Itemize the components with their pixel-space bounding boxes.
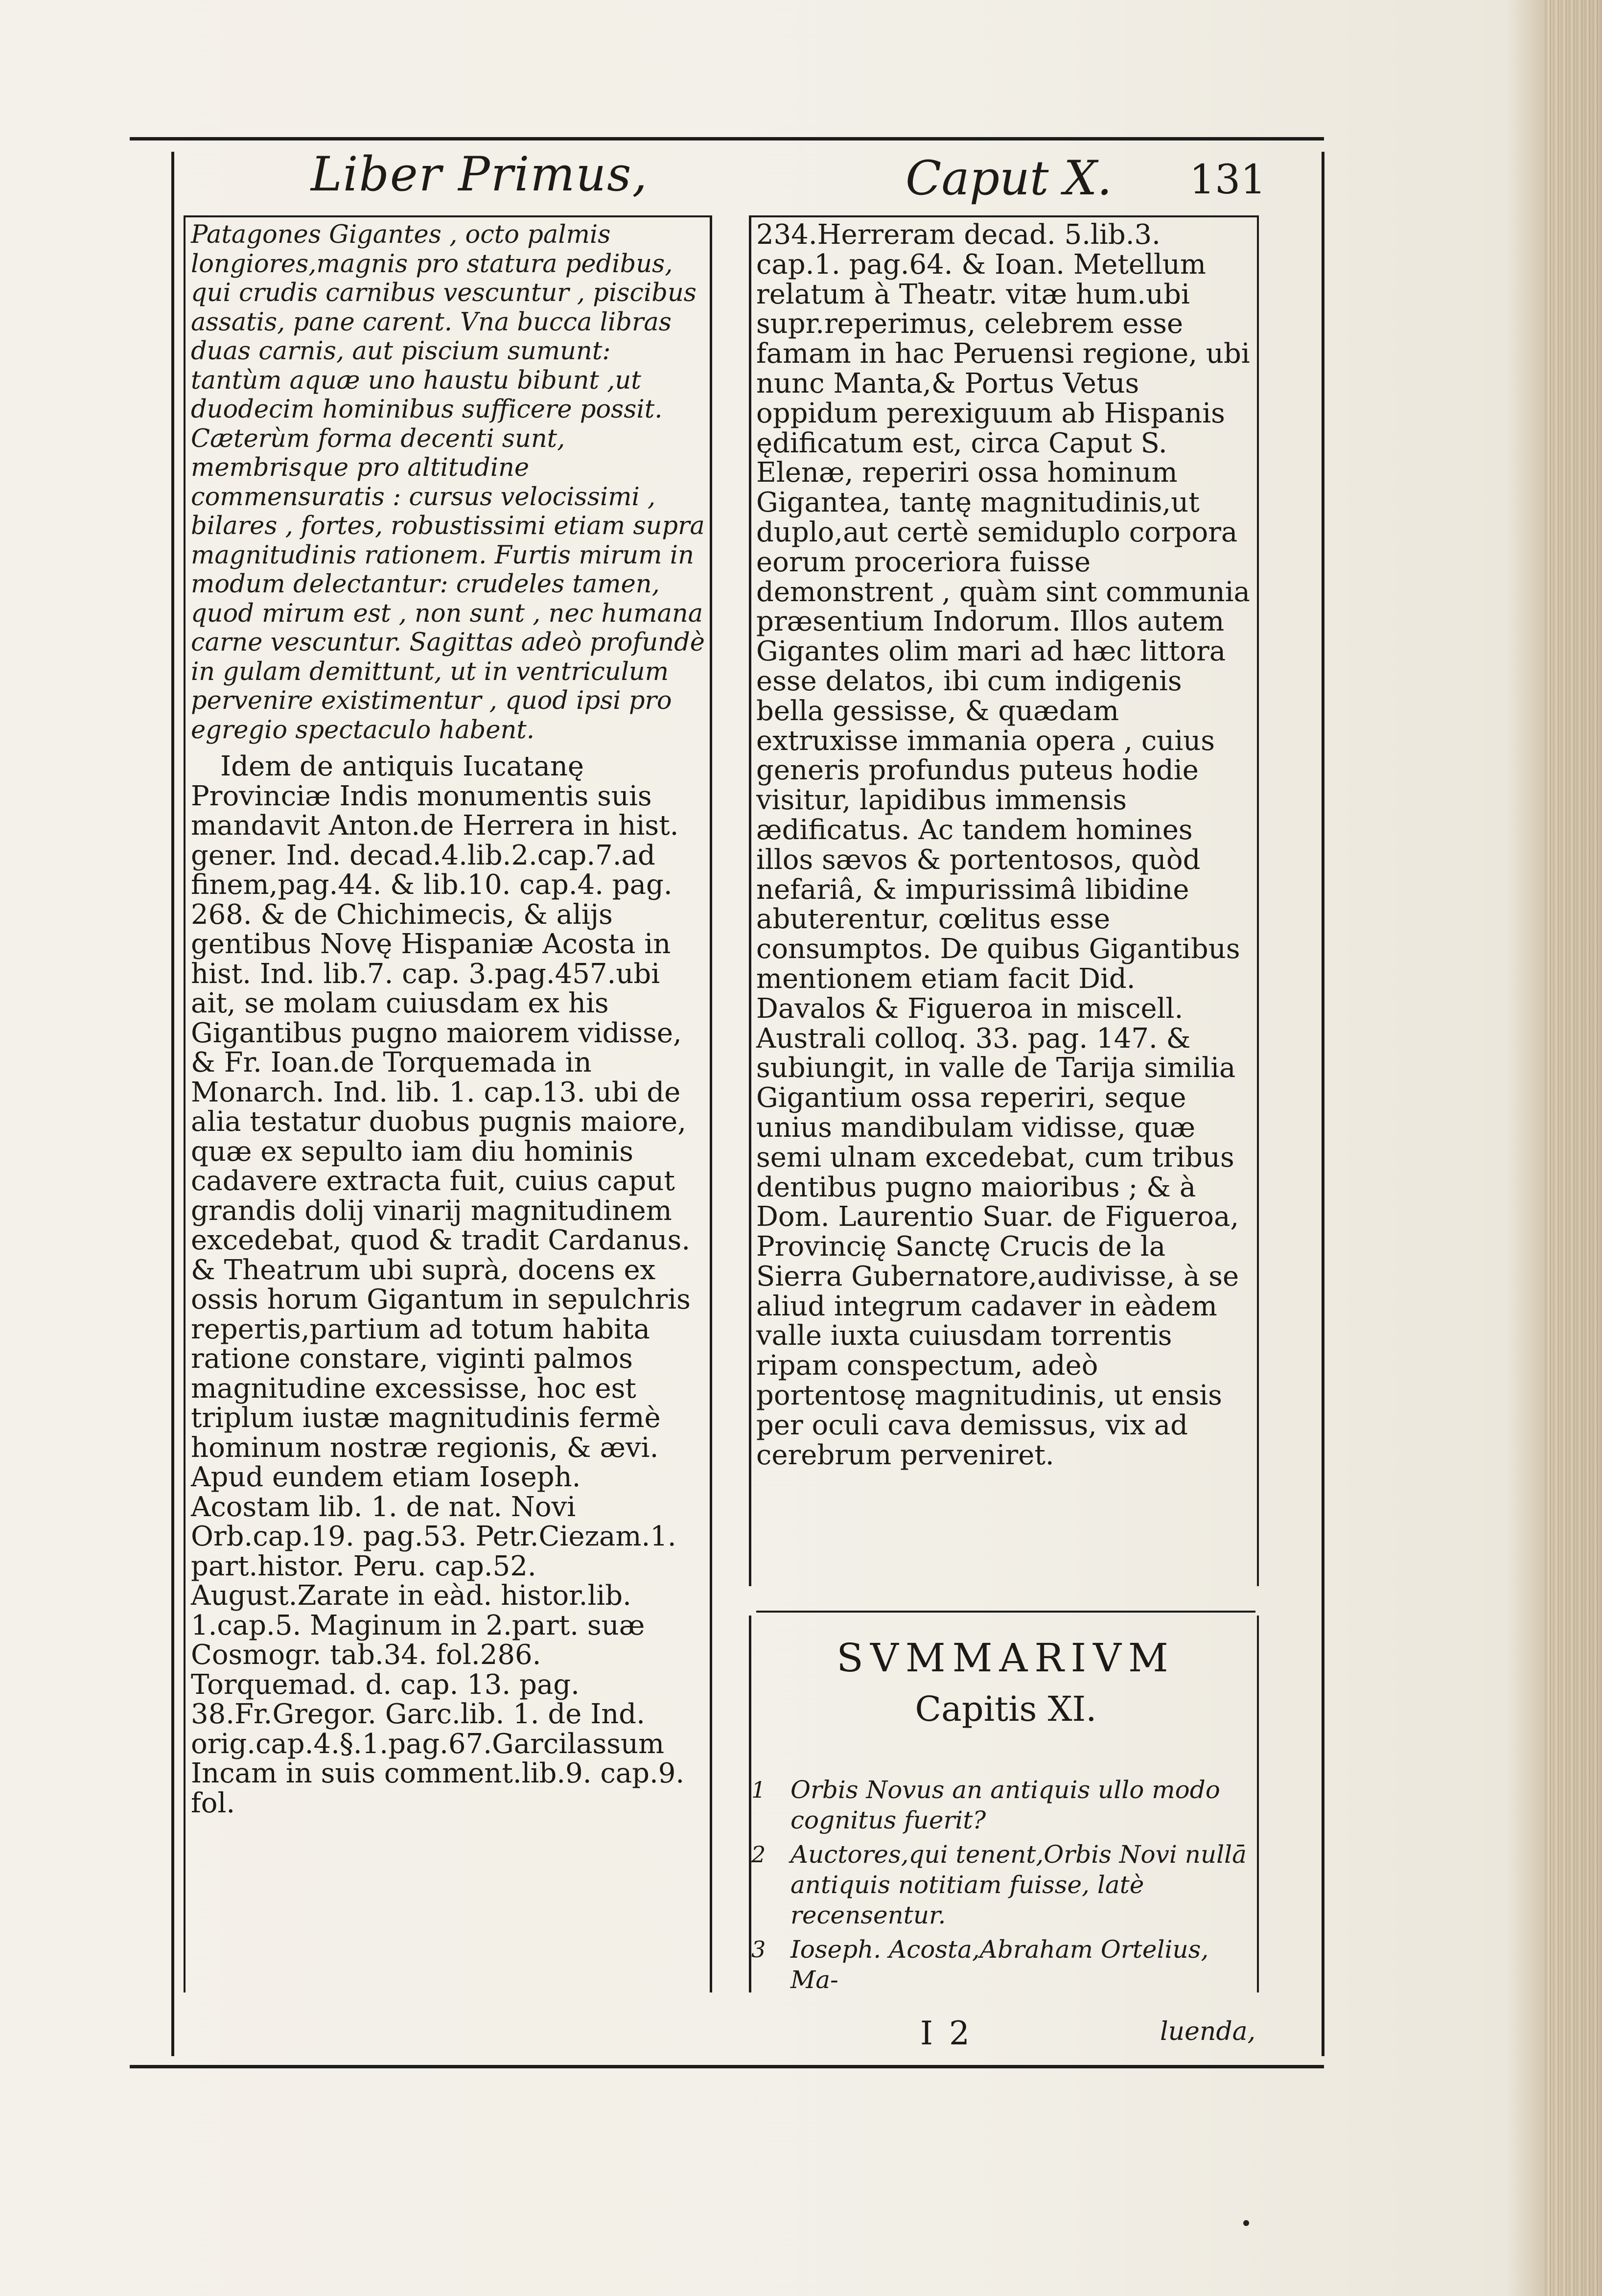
summary-item-text: Orbis Novus an antiquis ullo modo cognitus fuerit?	[790, 1776, 1220, 1834]
frame-left-rule	[171, 152, 174, 2056]
left-column	[191, 220, 705, 1818]
right-column-top-rule	[749, 215, 1258, 217]
running-header	[171, 147, 1324, 220]
right-column	[756, 220, 1253, 1470]
summary-top-rule	[756, 1611, 1255, 1613]
catchword: luenda,	[1160, 2017, 1256, 2046]
frame-right-rule	[1322, 152, 1324, 2056]
column-divider-right	[749, 215, 751, 1586]
header-chapter: Caput X.	[905, 151, 1112, 206]
summary-item-number: 2	[751, 1841, 766, 1868]
book-page-edge	[1543, 0, 1602, 2296]
signature-mark: I 2	[920, 2015, 973, 2052]
column-divider-left	[710, 215, 712, 1992]
summary-item-text: Auctores,qui tenent,Orbis Novi nullā antiquis notitiam fuisse, latè recensentur.	[790, 1840, 1247, 1929]
summary-item-number: 1	[751, 1777, 766, 1803]
right-column-right-rule	[1257, 215, 1259, 1586]
page-number: 131	[1189, 157, 1266, 203]
summary-item	[751, 1934, 1258, 1995]
left-column-top-rule	[184, 215, 710, 217]
summary-item	[751, 1839, 1258, 1930]
body-paragraph-continued: 234.Herreram decad. 5.lib.3. cap.1. pag.64. & Ioan. Metellum relatum à Theatr. vitæ hum.ubi supr.reperimus, celebrem esse famam in hac Peruensi regione, ubi nunc Manta,& Portus Vetus oppidum perexiguum ab Hispanis ędificatum est, circa Caput S. Elenæ, reperiri ossa hominum Gigantea, tantę magnitudinis,ut duplo,aut certè semiduplo corpora eorum proceriora fuisse demonstrent , quàm sint communia præsentium Indorum. Illos autem Gigantes olim mari ad hæc littora esse delatos, ibi cum indigenis bella gessisse, & quædam extruxisse immania opera , cuius generis profundus puteus hodie visitur, lapidibus immensis ædificatus. Ac tandem homines illos sævos & portentosos, quòd nefariâ, & impurissimâ libidine abuterentur, cœlitus esse consumptos. De quibus Gigantibus mentionem etiam facit Did. Davalos & Figueroa in miscell. Australi colloq. 33. pag. 147. & subiungit, in valle de Tarija similia Gigantium ossa reperiri, seque unius mandibulam vidisse, quæ semi ulnam excedebat, cum tribus dentibus pugno maioribus ; & à Dom. Laurentio Suar. de Figueroa, Provincię Sanctę Crucis de la Sierra Gubernatore,audivisse, à se aliud integrum cadaver in eàdem valle iuxta cuiusdam torrentis ripam conspectum, adeò portentosę magnitudinis, ut ensis per oculi cava demissus, vix ad cerebrum perveniret.	[756, 219, 1250, 1471]
summary-item-text: Ioseph. Acosta,Abraham Ortelius, Ma-	[790, 1935, 1209, 1994]
left-column-left-rule	[184, 215, 186, 1992]
summary-item-number: 3	[751, 1936, 766, 1963]
body-paragraph: Idem de antiquis Iucatanę Provinciæ Indis monumentis suis mandavit Anton.de Herrera in hist. gener. Ind. decad.4.lib.2.cap.7.ad finem,pag.44. & lib.10. cap.4. pag. 268. & de Chichimecis, & alijs gentibus Novę Hispaniæ Acosta in hist. Ind. lib.7. cap. 3.pag.457.ubi ait, se molam cuiusdam ex his Gigantibus pugno maiorem vidisse, & Fr. Ioan.de Torquemada in Monarch. Ind. lib. 1. cap.13. ubi de alia testatur duobus pugnis maiore, quæ ex sepulto iam diu hominis cadavere extracta fuit, cuius caput grandis dolij vinarij magnitudinem excedebat, quod & tradit Cardanus. & Theatrum ubi suprà, docens ex ossis horum Gigantum in sepulchris repertis,partium ad totum habita ratione constare, viginti palmos magnitudine excessisse, hoc est triplum iustæ magnitudinis fermè hominum nostræ regionis, & ævi. Apud eundem etiam Ioseph. Acostam lib. 1. de nat. Novi Orb.cap.19. pag.53. Petr.Ciezam.1. part.histor. Peru. cap.52. August.Zarate in eàd. histor.lib. 1.cap.5. Maginum in 2.part. suæ Cosmogr. tab.34. fol.286. Torquemad. d. cap. 13. pag. 38.Fr.Gregor. Garc.lib. 1. de Ind. orig.cap.4.§.1.pag.67.Garcilassum Incam in suis comment.lib.9. cap.9. fol.	[191, 750, 691, 1819]
summary-item	[751, 1775, 1258, 1835]
summary-list	[751, 1775, 1258, 1999]
header-book-title: Liber Primus,	[311, 147, 648, 202]
summary-subtitle: Capitis XI.	[915, 1689, 1097, 1729]
ink-speck	[1243, 2220, 1249, 2226]
italic-quotation: Patagones Gigantes , octo palmis longiores,magnis pro statura pedibus, qui crudis carnibus vescuntur , piscibus assatis, pane carent. Vna bucca libras duas carnis, aut piscium sumunt: tantùm aquæ uno haustu bibunt ,ut duodecim hominibus sufficere possit. Cæterùm forma decenti sunt, membrisque pro altitudine commensuratis : cursus velocissimi , bilares , fortes, robustissimi etiam supra magnitudinis rationem. Furtis mirum in modum delectantur: crudeles tamen, quod mirum est , non sunt , nec humana carne vescuntur. Sagittas adeò profundè in gulam demittunt, ut in ventriculum pervenire existimentur , quod ipsi pro egregio spectaculo habent.	[191, 220, 705, 745]
summary-title: SVMMARIVM	[836, 1635, 1175, 1681]
